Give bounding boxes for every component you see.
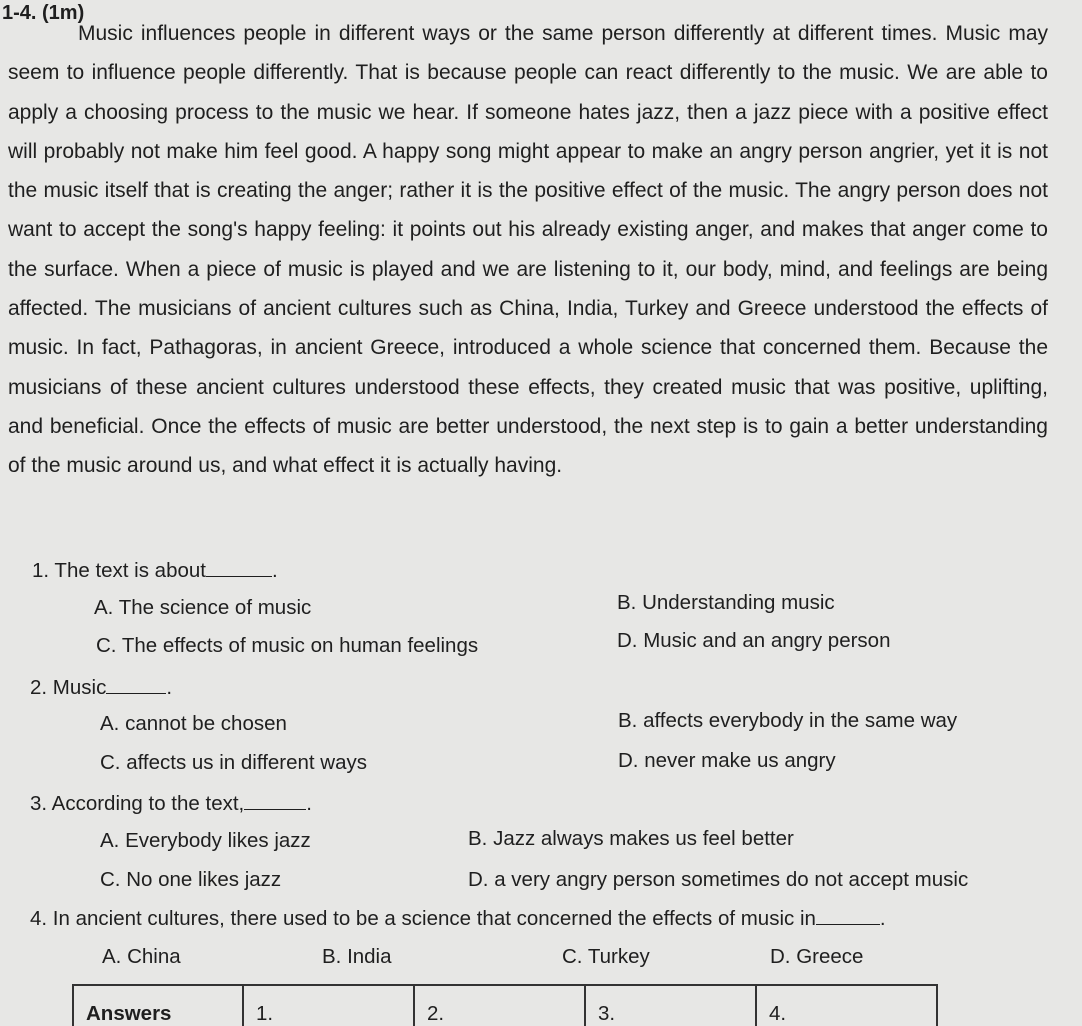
question-1-option-a: A. The science of music [94,596,312,619]
question-4-option-b: B. India [322,945,392,968]
question-1-option-c: C. The effects of music on human feelings [96,634,479,657]
answer-blank [244,791,306,810]
question-1-option-b: B. Understanding music [617,591,835,614]
answer-blank [206,558,272,577]
answer-cell-3[interactable]: 3. [585,985,756,1026]
question-end: . [306,792,312,815]
reading-passage: Music influences people in different ways or the same person differently at different times. Music may seem to influence people differently. That is because people can react differently to the music. We are able to apply a choosing process to the music we hear. If someone hates jazz, then a jazz piece with a positive effect will probably not make him feel good. A happy song might appear to make an angry person angrier, yet it is not the music itself that is creating the anger; rather it is the positive effect of the music. The angry person does not want to accept the song's happy feeling: it points out his already existing anger, and makes that anger come to the surface. When a piece of music is played and we are listening to it, our body, mind, and feelings are being affected. The musicians of ancient cultures such as China, India, Turkey and Greece understood the effects of music. In fact, Pathagoras, in ancient Greece, introduced a whole science that concerned them. Because the musicians of these ancient cultures understood these effects, they created music that was positive, uplifting, and beneficial. Once the effects of music are better understood, the next step is to gain a better understanding of the music around us, and what effect it is actually having. [8,22,1048,478]
answer-cell-4[interactable]: 4. [756,985,937,1026]
question-3-option-a: A. Everybody likes jazz [100,829,311,852]
question-4-option-d: D. Greece [770,945,864,968]
question-3-option-c: C. No one likes jazz [100,868,282,891]
question-3-option-b: B. Jazz always makes us feel better [468,827,794,850]
question-1-option-d: D. Music and an angry person [617,629,891,652]
question-end: . [271,559,278,582]
question-4-stem: 4. In ancient cultures, there used to be a science that concerned the effects of music in [30,907,816,930]
answer-blank [816,906,880,925]
answers-label: Answers [73,985,243,1026]
answers-table [72,984,938,1026]
question-3 [30,791,312,816]
question-3-option-d: D. a very angry person sometimes do not accept music [468,868,969,891]
question-2-option-c: C. affects us in different ways [100,751,368,774]
question-end: . [879,907,886,930]
question-end: . [166,676,173,699]
question-2-stem: 2. Music [30,676,107,699]
answers-row [73,985,937,1026]
question-1-stem: 1. The text is about [32,559,206,582]
question-2-option-b: B. affects everybody in the same way [618,709,958,732]
answer-blank [106,675,166,694]
question-2-option-a: A. cannot be chosen [100,712,287,735]
question-4-option-a: A. China [102,945,181,968]
answer-cell-2[interactable]: 2. [414,985,585,1026]
question-4 [30,906,886,931]
question-2 [30,675,172,700]
question-3-stem: 3. According to the text, [30,792,245,815]
question-4-option-c: C. Turkey [562,945,650,968]
question-2-option-d: D. never make us angry [618,749,836,772]
section-heading: 1-4. (1m) [2,2,85,24]
question-1 [32,558,278,583]
answer-cell-1[interactable]: 1. [243,985,414,1026]
